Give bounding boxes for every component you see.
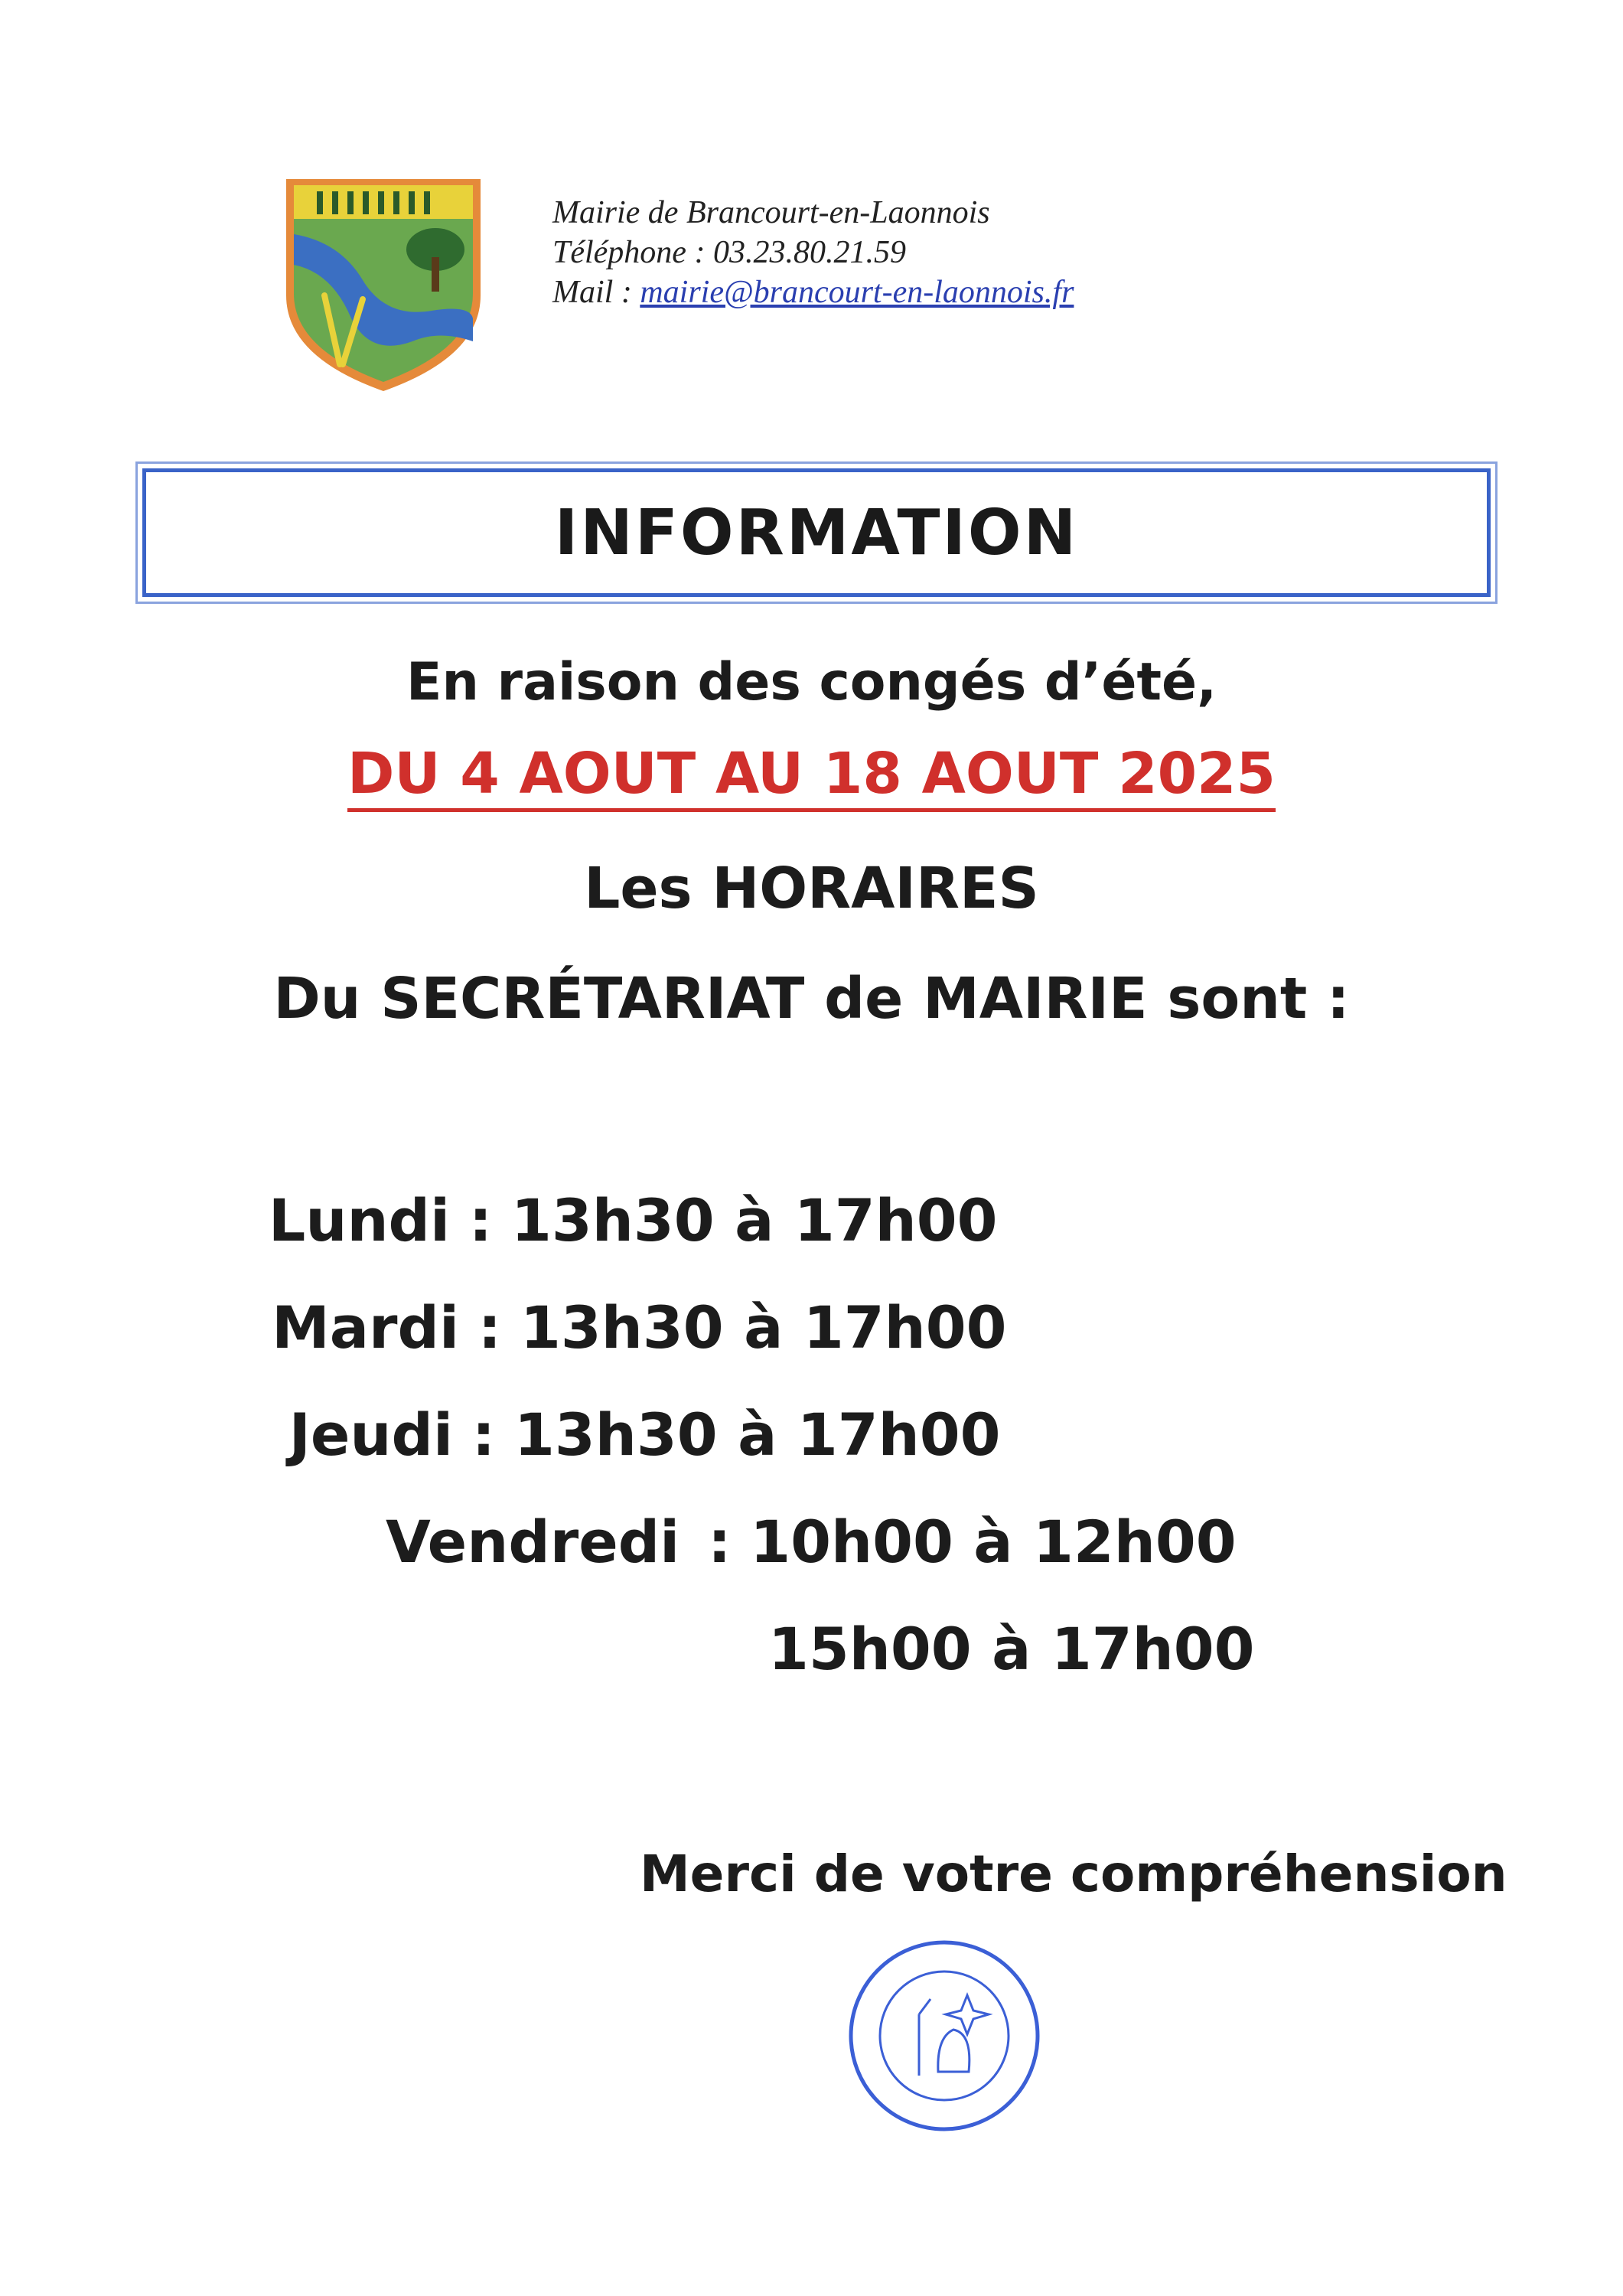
closing-text: Merci de votre compréhension [640,1844,1507,1903]
reason-text: En raison des congés d’été, [406,652,1217,713]
coat-of-arms-logo [279,165,488,395]
schedule-colon: : [471,1401,496,1469]
schedule-colon: : [708,1508,732,1576]
schedule-day: Mardi [272,1293,459,1362]
schedule-hours: 13h30 à 17h00 [511,1186,998,1254]
mail-line [552,272,1074,312]
org-name: Mairie de Brancourt-en-Laonnois [552,195,990,230]
schedule-hours: 10h00 à 12h00 [750,1508,1237,1576]
schedule-day: Vendredi [386,1508,680,1576]
schedule-row [216,1293,1006,1362]
mail-link[interactable]: mairie@brancourt-en-laonnois.fr [640,275,1074,310]
schedule-row [768,1615,1254,1683]
schedule-hours: 15h00 à 17h00 [768,1615,1255,1683]
banner-title: INFORMATION [554,496,1079,569]
phone-label: Téléphone : [552,235,713,270]
schedule-day: Jeudi [288,1401,453,1469]
schedule-colon: : [477,1293,502,1362]
closure-dates [0,741,1623,807]
schedule-hours: 13h30 à 17h00 [520,1293,1007,1362]
secretariat-heading: Du SECRÉTARIAT de MAIRIE sont : [273,966,1350,1032]
mail-label: Mail : [552,275,640,310]
schedule-colon: : [468,1186,493,1254]
header-contact [552,193,1074,312]
official-stamp [846,1938,1042,2134]
schedule-hours: 13h30 à 17h00 [514,1401,1001,1469]
schedule-row [386,1508,1237,1576]
schedule-day: Lundi [268,1186,450,1254]
closure-dates-text: DU 4 AOUT AU 18 AOUT 2025 [347,741,1276,812]
phone-line [552,233,1074,272]
schedule-row [207,1186,997,1254]
phone-number: 03.23.80.21.59 [712,235,906,270]
horaires-heading: Les HORAIRES [584,856,1039,921]
schedule-row [210,1401,1000,1469]
information-banner [142,468,1491,597]
